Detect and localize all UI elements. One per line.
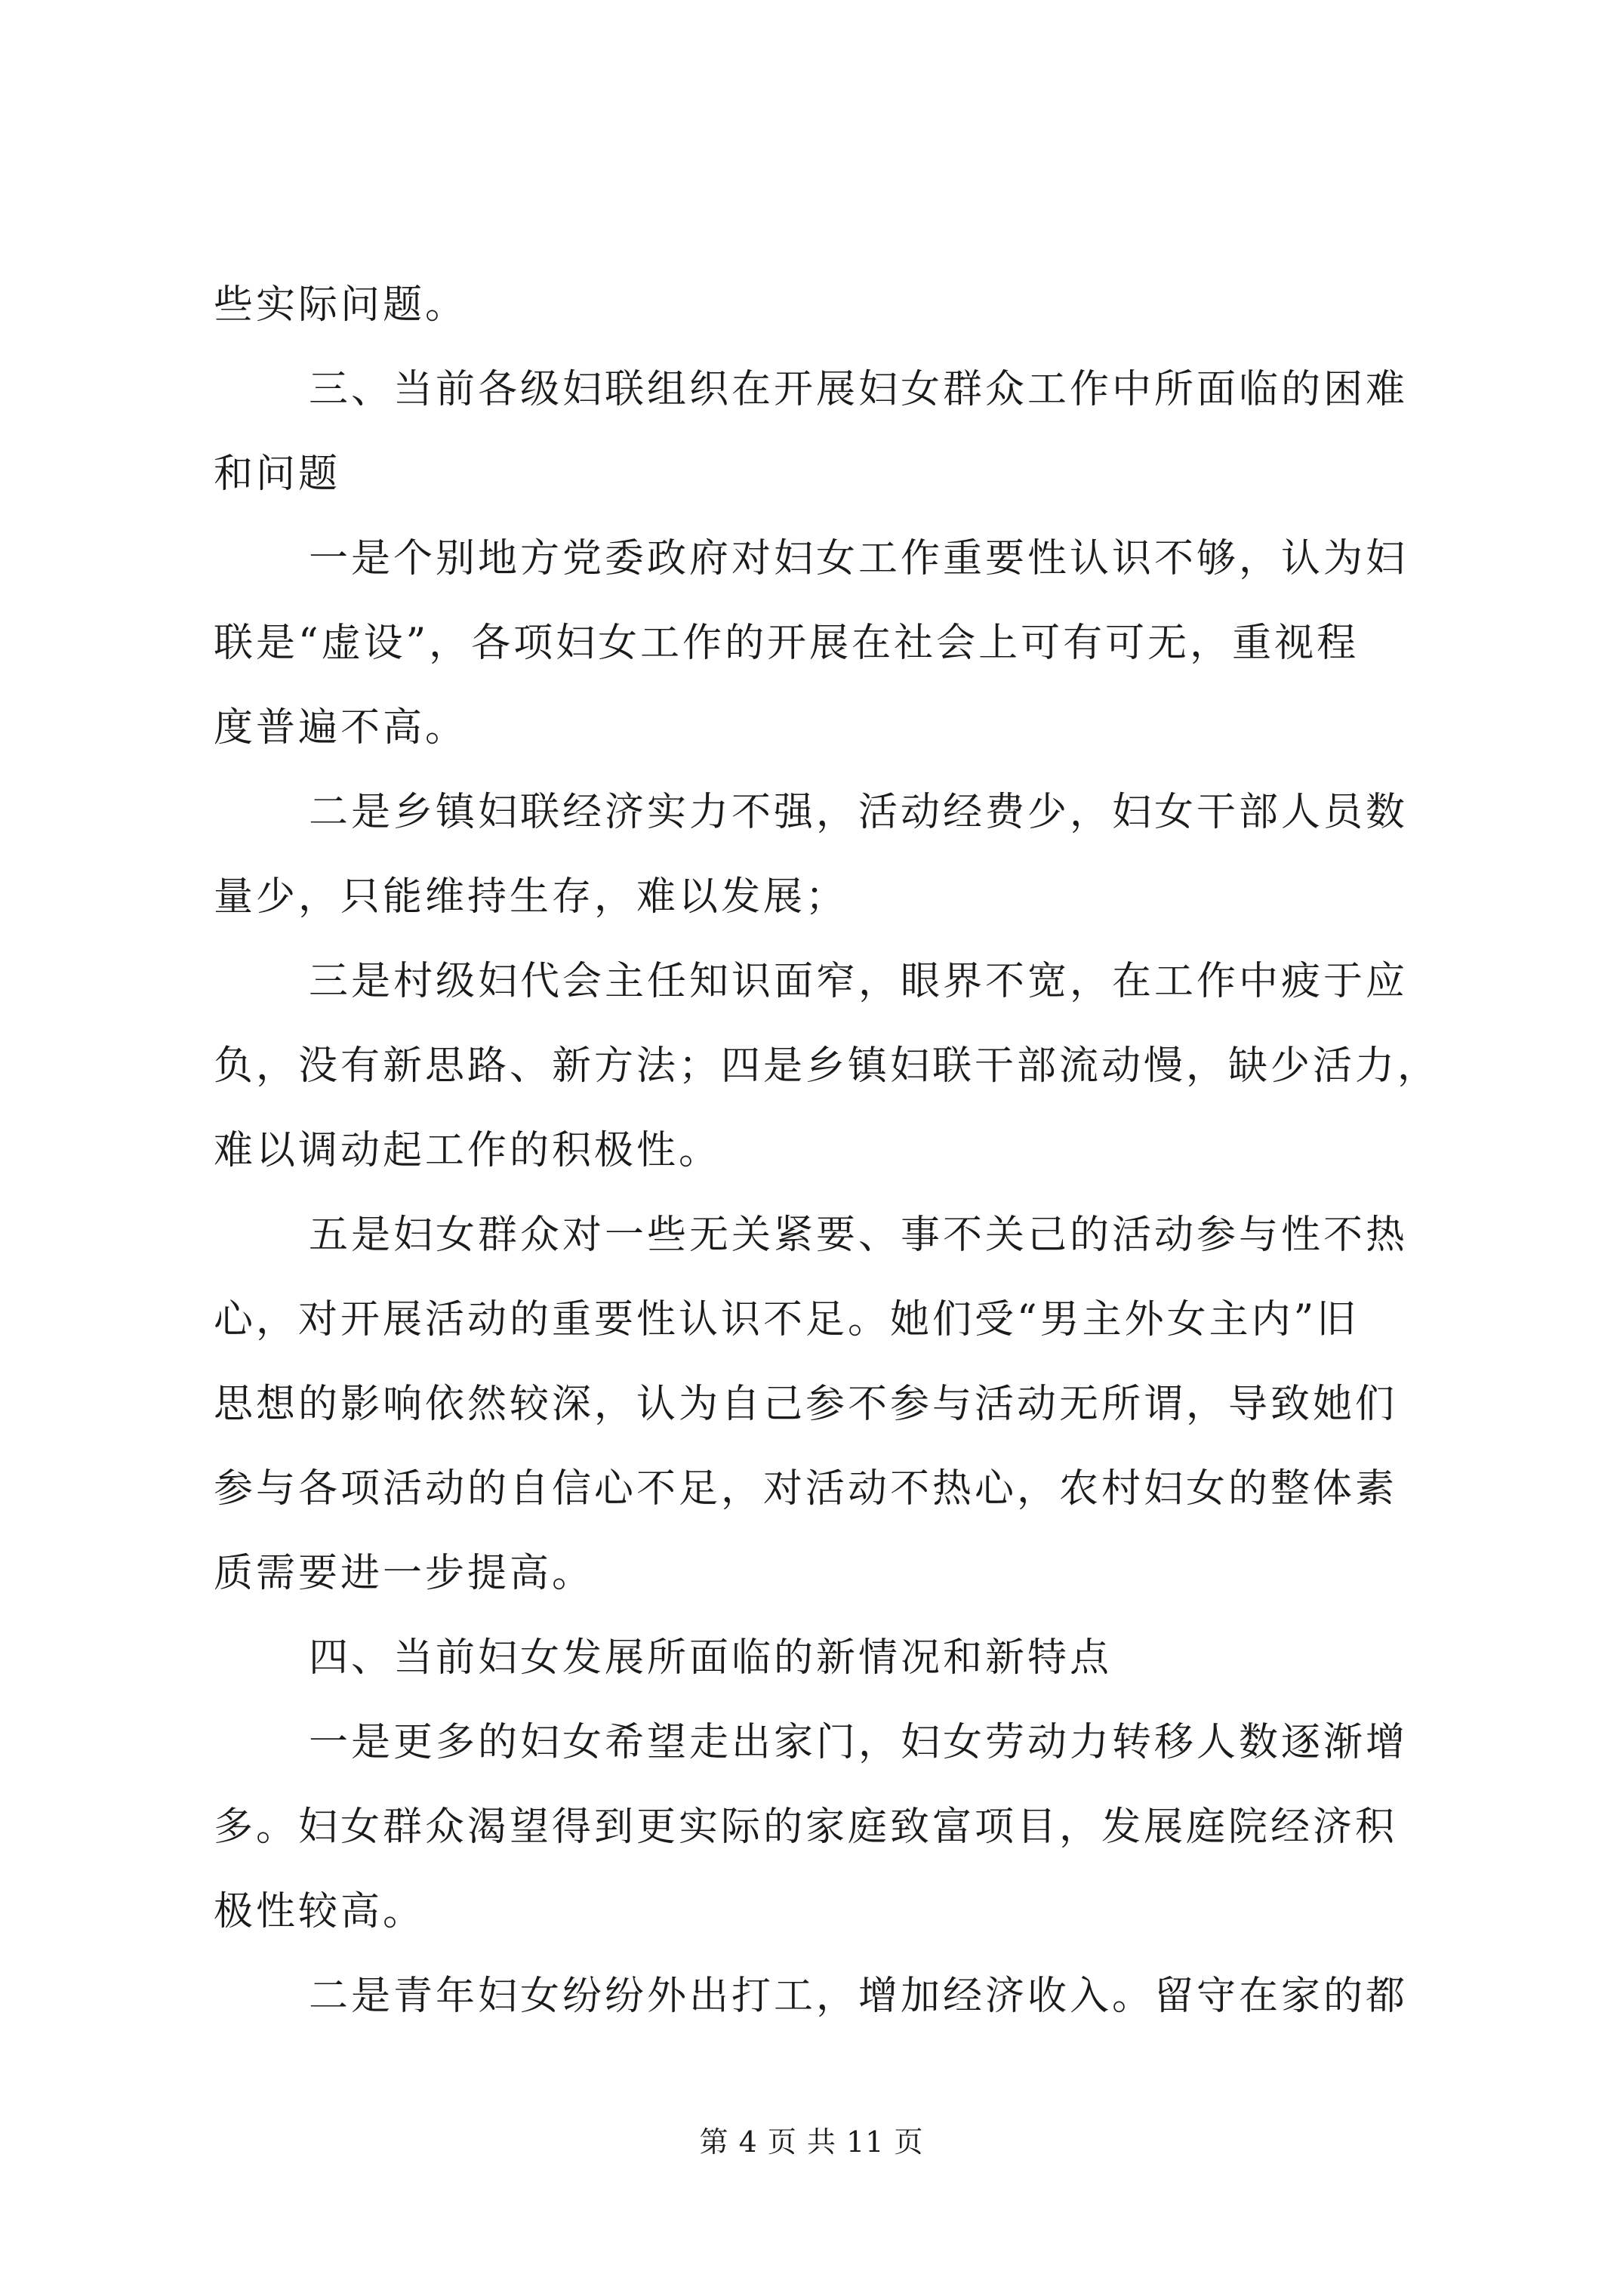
text-line: 心，对开展活动的重要性认识不足。她们受“男主外女主内”旧 xyxy=(214,1297,1360,1342)
text-line: 多。妇女群众渴望得到更实际的家庭致富项目，发展庭院经济积 xyxy=(214,1804,1398,1850)
text-line: 一是个别地方党委政府对妇女工作重要性认识不够，认为妇 xyxy=(309,536,1409,581)
text-line: 一是更多的妇女希望走出家门，妇女劳动力转移人数逐渐增 xyxy=(309,1720,1409,1765)
text-line: 些实际问题。 xyxy=(214,282,468,328)
text-line: 质需要进一步提高。 xyxy=(214,1551,595,1596)
text-line: 二是青年妇女纷纷外出打工，增加经济收入。留守在家的都 xyxy=(309,1974,1409,2019)
body-text xyxy=(214,263,1440,2039)
text-line: 量少，只能维持生存，难以发展； xyxy=(214,874,848,920)
text-line: 负，没有新思路、新方法；四是乡镇妇联干部流动慢，缺少活力， xyxy=(214,1043,1440,1089)
text-line: 四、当前妇女发展所面临的新情况和新特点 xyxy=(309,1635,1113,1681)
text-line: 联是“虚设”，各项妇女工作的开展在社会上可有可无，重视程 xyxy=(214,621,1360,666)
text-line: 三、当前各级妇联组织在开展妇女群众工作中所面临的困难 xyxy=(309,367,1409,412)
text-line: 和问题 xyxy=(214,451,341,497)
text-line: 五是妇女群众对一些无关紧要、事不关己的活动参与性不热 xyxy=(309,1213,1409,1258)
text-line: 极性较高。 xyxy=(214,1889,426,1934)
text-line: 三是村级妇代会主任知识面窄，眼界不宽，在工作中疲于应 xyxy=(309,959,1409,1004)
text-line: 二是乡镇妇联经济实力不强，活动经费少，妇女干部人员数 xyxy=(309,790,1409,835)
text-line: 思想的影响依然较深，认为自己参不参与活动无所谓，导致她们 xyxy=(214,1382,1398,1427)
text-line: 度普遍不高。 xyxy=(214,705,468,750)
text-line: 参与各项活动的自信心不足，对活动不热心，农村妇女的整体素 xyxy=(214,1466,1398,1512)
page-footer: 第 4 页 共 11 页 xyxy=(699,2125,924,2159)
text-line: 难以调动起工作的积极性。 xyxy=(214,1128,722,1173)
